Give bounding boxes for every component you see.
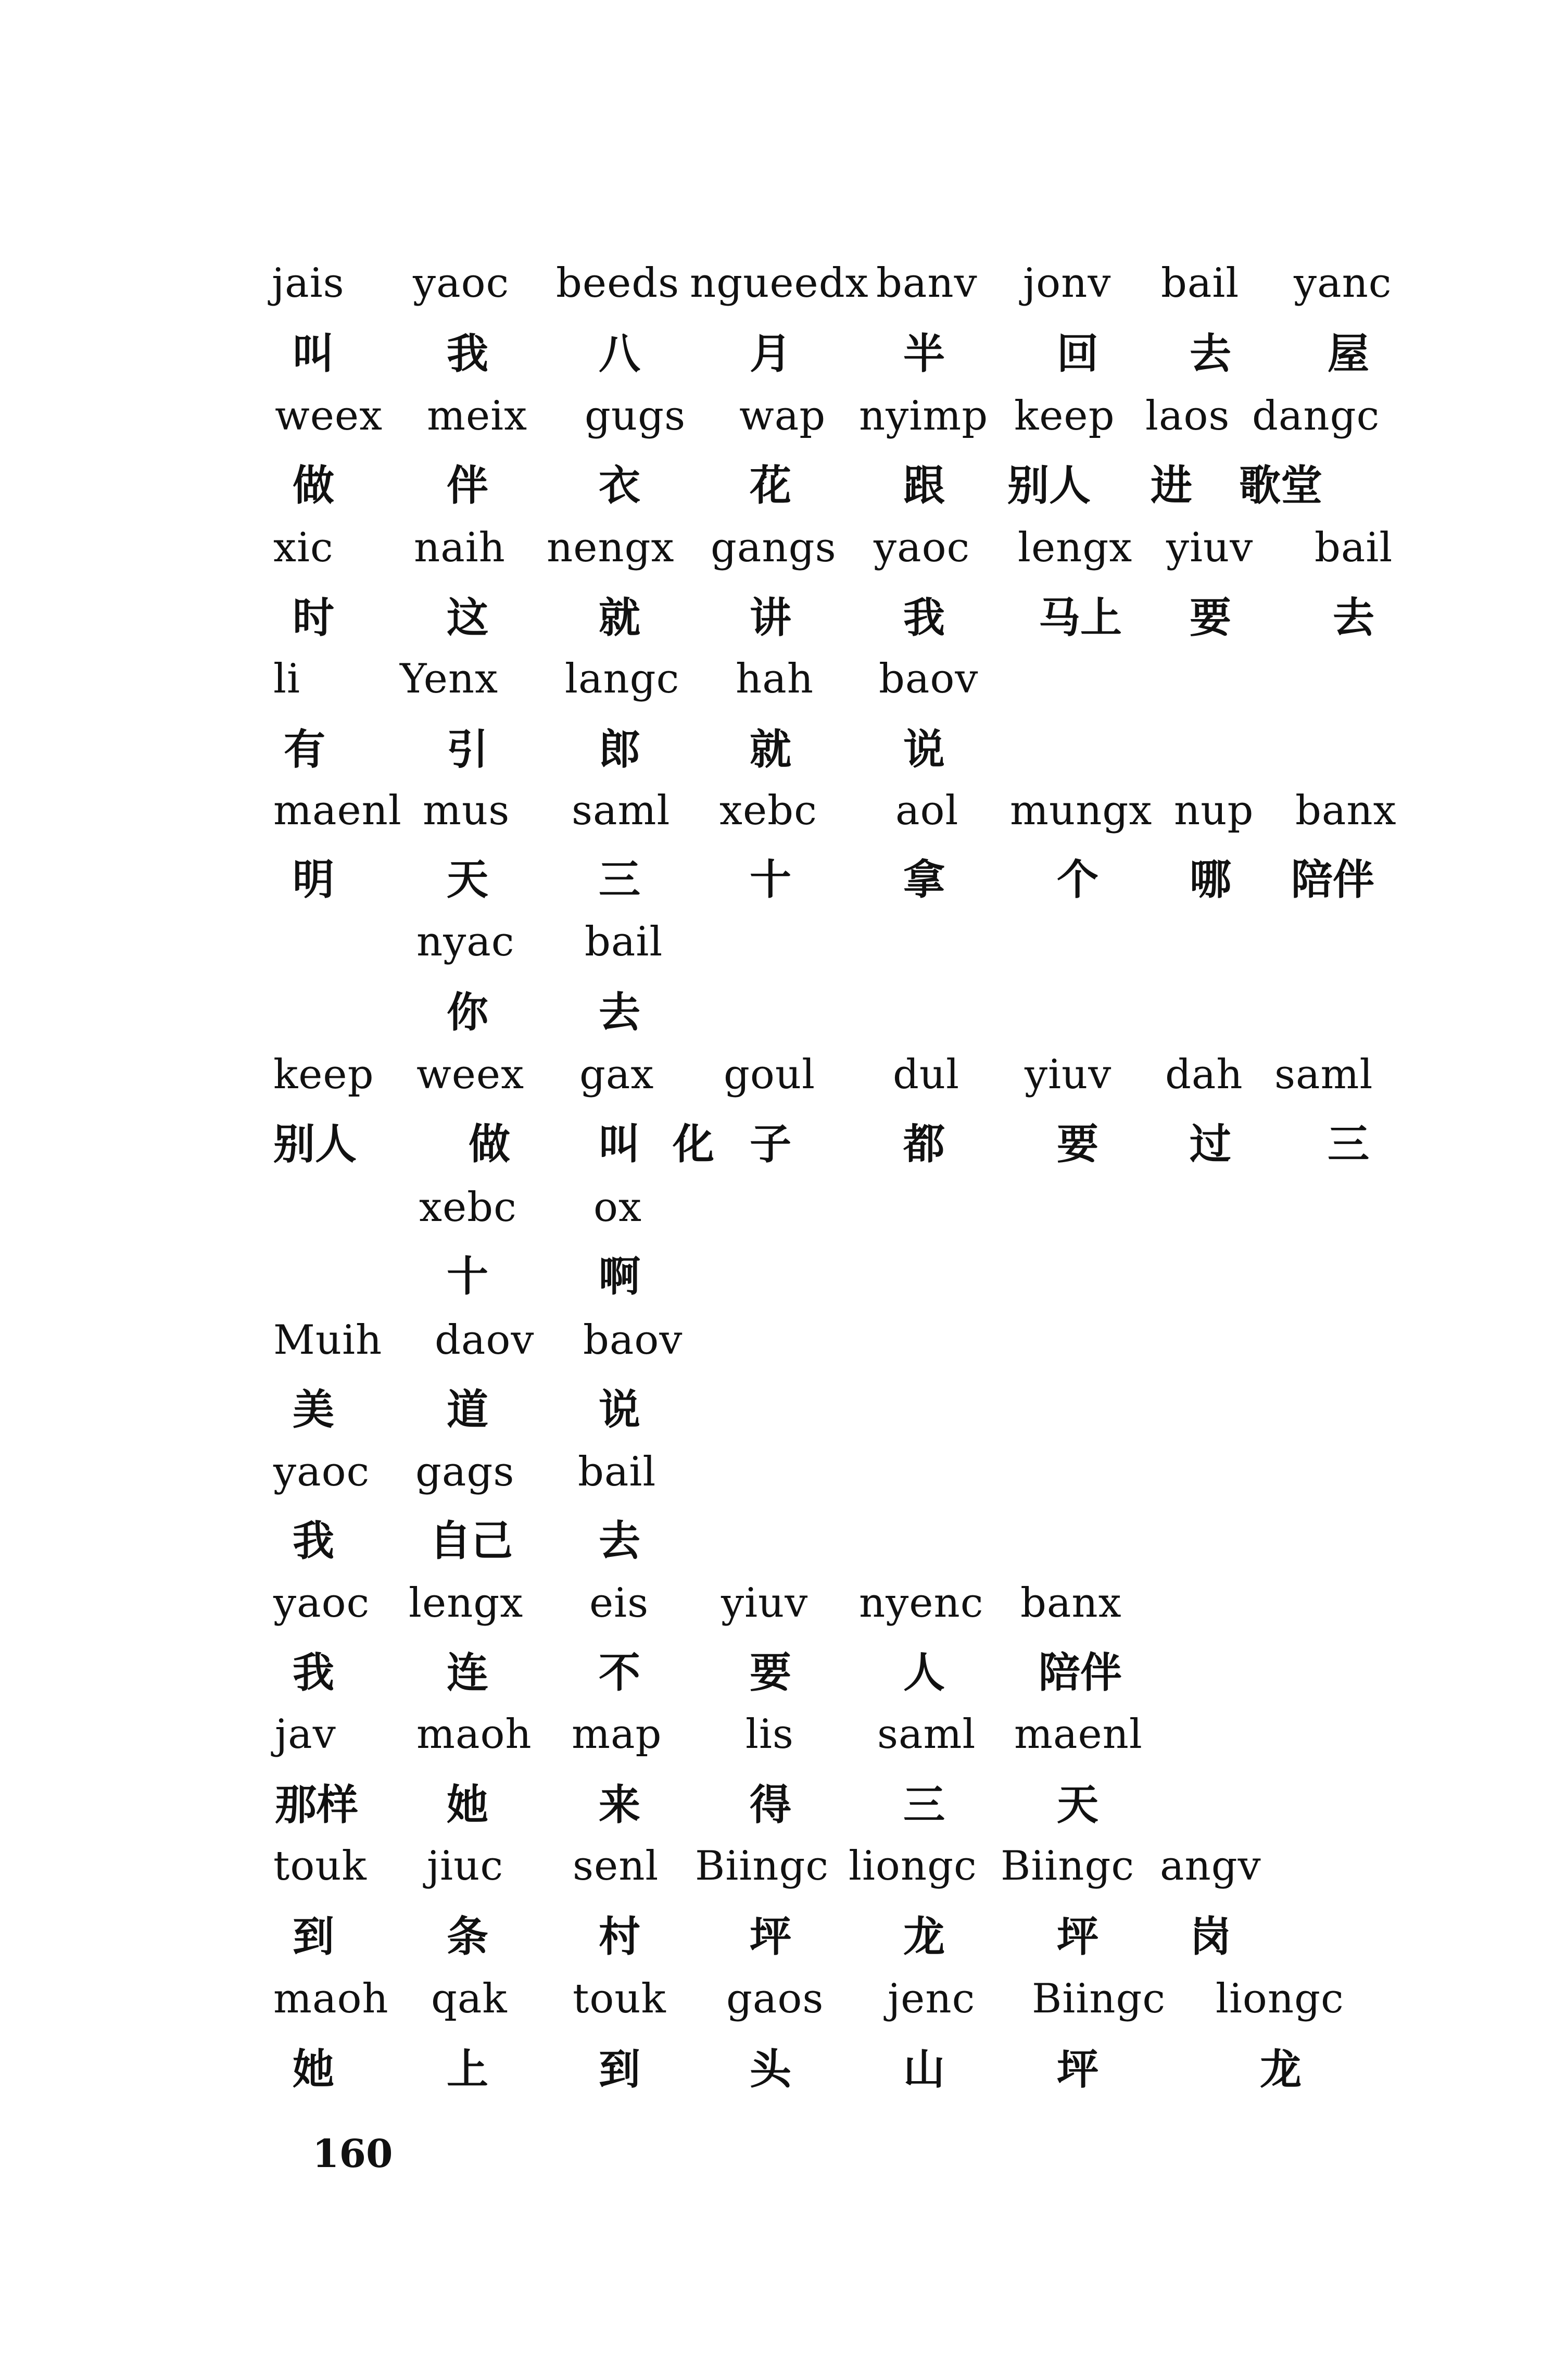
word: 马上: [1039, 594, 1122, 642]
word: 你: [447, 988, 488, 1037]
word: 我: [447, 330, 488, 378]
word: 去: [1190, 330, 1231, 378]
word: touk: [273, 1843, 367, 1890]
word: langc: [565, 656, 680, 702]
word: daov: [435, 1317, 535, 1364]
word: 叫: [293, 330, 334, 378]
word: keep: [273, 1051, 374, 1098]
word: 啊: [599, 1252, 640, 1301]
word: maenl: [273, 787, 402, 834]
word: 个: [1057, 855, 1098, 904]
word: mus: [423, 787, 510, 834]
word: 歌堂: [1239, 461, 1322, 510]
word: 条: [447, 1912, 488, 1961]
word: yanc: [1294, 260, 1392, 307]
word: touk: [573, 1975, 666, 2022]
text-line-chinese: [0, 855, 1541, 916]
word: goul: [724, 1051, 816, 1098]
word: lengx: [1018, 524, 1133, 571]
word: 讲: [750, 594, 791, 642]
word: 陪伴: [1039, 1648, 1122, 1697]
word: Yenx: [400, 656, 499, 702]
word: 来: [599, 1781, 640, 1829]
word: saml: [1274, 1051, 1373, 1098]
word: qak: [431, 1975, 508, 2022]
word: bail: [1161, 260, 1240, 307]
word: dul: [893, 1051, 960, 1098]
word: gags: [415, 1449, 515, 1495]
word: map: [572, 1711, 662, 1758]
word: 坪: [1057, 1912, 1098, 1961]
word: senl: [573, 1843, 659, 1890]
word: 村: [599, 1912, 640, 1961]
text-line-romanized: [0, 393, 1541, 453]
word: 子: [750, 1120, 791, 1168]
word: 她: [293, 2045, 334, 2094]
text-line-chinese: [0, 1912, 1541, 1973]
text-line-chinese: [0, 330, 1541, 391]
text-line-romanized: [0, 1449, 1541, 1509]
word: 头: [750, 2045, 791, 2094]
word: 她: [447, 1781, 488, 1829]
word: 坪: [1057, 2045, 1098, 2094]
word: jav: [275, 1711, 336, 1758]
word: xebc: [419, 1184, 517, 1231]
word: bail: [1315, 524, 1393, 571]
text-line-chinese: [0, 461, 1541, 522]
text-line-romanized: [0, 1975, 1541, 2036]
text-line-chinese: [0, 1120, 1541, 1181]
word: 到: [293, 1912, 334, 1961]
word: weex: [416, 1051, 525, 1098]
word: 别人: [1007, 461, 1091, 510]
word: 伴: [447, 461, 488, 510]
word: 花: [750, 461, 791, 510]
word: 山: [903, 2045, 945, 2094]
word: laos: [1145, 393, 1230, 439]
word: 连: [447, 1648, 488, 1697]
word: 龙: [1260, 2045, 1302, 2094]
word: nup: [1174, 787, 1254, 834]
word: jais: [272, 260, 345, 307]
word: eis: [589, 1580, 649, 1627]
word: gaos: [726, 1975, 824, 2022]
word: meix: [427, 393, 528, 439]
word: 美: [293, 1386, 334, 1434]
word: hah: [736, 656, 814, 702]
word: yaoc: [874, 524, 970, 571]
text-line-chinese: [0, 1648, 1541, 1709]
word: liongc: [1216, 1975, 1344, 2022]
word: yaoc: [413, 260, 510, 307]
word: yaoc: [273, 1449, 370, 1495]
word: bail: [585, 918, 663, 965]
word: 就: [599, 594, 640, 642]
word: dangc: [1252, 393, 1380, 439]
text-line-romanized: [0, 1843, 1541, 1903]
word: 都: [903, 1120, 945, 1168]
word: 我: [293, 1648, 334, 1697]
word: 上: [447, 2045, 488, 2094]
word: 那样: [275, 1781, 358, 1829]
word: beeds: [556, 260, 680, 307]
word: 月: [750, 330, 791, 378]
word: maoh: [273, 1975, 389, 2022]
word: 屋: [1328, 330, 1369, 378]
word: jenc: [888, 1975, 976, 2022]
word: aol: [895, 787, 959, 834]
word: Biingc: [695, 1843, 829, 1890]
word: 拿: [903, 855, 945, 904]
word: 做: [469, 1120, 510, 1168]
word: weex: [275, 393, 383, 439]
word: 三: [1328, 1120, 1369, 1168]
word: 去: [1333, 594, 1374, 642]
word: yiuv: [1025, 1051, 1112, 1098]
word: 别人: [273, 1120, 357, 1168]
word: 八: [599, 330, 640, 378]
word: 明: [293, 855, 334, 904]
word: banx: [1295, 787, 1397, 834]
word: 坪: [750, 1912, 791, 1961]
page-number: 160: [312, 2132, 393, 2176]
word: 得: [750, 1781, 791, 1829]
word: Biingc: [1032, 1975, 1166, 2022]
word: gugs: [585, 393, 686, 439]
word: nyac: [416, 918, 515, 965]
word: baov: [583, 1317, 683, 1364]
word: 去: [599, 988, 640, 1037]
word: 要: [1057, 1120, 1098, 1168]
word: 回: [1057, 330, 1098, 378]
word: 化: [673, 1120, 714, 1168]
word: saml: [877, 1711, 976, 1758]
word: liongc: [849, 1843, 977, 1890]
word: 说: [599, 1386, 640, 1434]
word: 不: [599, 1648, 640, 1697]
word: 陪伴: [1291, 855, 1374, 904]
word: 跟: [903, 461, 945, 510]
text-line-chinese: [0, 1517, 1541, 1578]
word: banv: [876, 260, 978, 307]
word: ox: [593, 1184, 642, 1231]
word: yaoc: [273, 1580, 370, 1627]
text-line-romanized: [0, 1317, 1541, 1377]
word: ngueedx: [690, 260, 869, 307]
word: 郎: [599, 725, 640, 774]
word: 叫: [599, 1120, 640, 1168]
word: 天: [1057, 1781, 1098, 1829]
text-line-chinese: [0, 594, 1541, 654]
word: 做: [293, 461, 334, 510]
text-line-romanized: [0, 1184, 1541, 1244]
word: mungx: [1010, 787, 1153, 834]
text-line-chinese: [0, 1252, 1541, 1313]
word: saml: [572, 787, 671, 834]
word: 去: [599, 1517, 640, 1565]
word: wap: [739, 393, 826, 439]
word: jonv: [1023, 260, 1111, 307]
word: 衣: [599, 461, 640, 510]
word: 说: [903, 725, 945, 774]
word: maoh: [416, 1711, 532, 1758]
word: 要: [1190, 594, 1231, 642]
text-line-romanized: [0, 1711, 1541, 1771]
word: 半: [903, 330, 945, 378]
word: 岗: [1190, 1912, 1231, 1961]
word: Muih: [273, 1317, 383, 1364]
word: yiuv: [1166, 524, 1254, 571]
word: yiuv: [721, 1580, 809, 1627]
text-line-chinese: [0, 1781, 1541, 1842]
word: keep: [1014, 393, 1115, 439]
word: nyenc: [859, 1580, 984, 1627]
word: gax: [579, 1051, 654, 1098]
word: bail: [578, 1449, 656, 1495]
text-line-romanized: [0, 260, 1541, 320]
word: nyimp: [859, 393, 989, 439]
word: 有: [284, 725, 325, 774]
word: 到: [599, 2045, 640, 2094]
word: gangs: [711, 524, 837, 571]
text-line-chinese: [0, 725, 1541, 786]
word: nengx: [547, 524, 675, 571]
text-line-chinese: [0, 2045, 1541, 2106]
text-line-romanized: [0, 918, 1541, 979]
word: 十: [750, 855, 791, 904]
word: maenl: [1014, 1711, 1143, 1758]
word: 十: [447, 1252, 488, 1301]
word: Biingc: [1001, 1843, 1135, 1890]
word: 道: [447, 1386, 488, 1434]
word: 三: [599, 855, 640, 904]
word: 引: [447, 725, 488, 774]
word: 龙: [903, 1912, 945, 1961]
text-line-romanized: [0, 1051, 1541, 1112]
word: 过: [1190, 1120, 1231, 1168]
word: 就: [750, 725, 791, 774]
text-line-chinese: [0, 1386, 1541, 1446]
text-line-romanized: [0, 1580, 1541, 1640]
text-line-romanized: [0, 787, 1541, 848]
text-line-romanized: [0, 524, 1541, 585]
word: 时: [293, 594, 334, 642]
word: 我: [903, 594, 945, 642]
word: baov: [879, 656, 979, 702]
word: 天: [447, 855, 488, 904]
word: 自己: [430, 1517, 513, 1565]
word: dah: [1165, 1051, 1243, 1098]
word: angv: [1160, 1843, 1261, 1890]
word: xic: [273, 524, 334, 571]
word: 这: [447, 594, 488, 642]
word: xebc: [719, 787, 817, 834]
word: lengx: [409, 1580, 524, 1627]
word: 人: [903, 1648, 945, 1697]
word: lis: [746, 1711, 794, 1758]
word: 哪: [1190, 855, 1231, 904]
text-line-chinese: [0, 988, 1541, 1049]
word: 要: [750, 1648, 791, 1697]
word: li: [273, 656, 300, 702]
word: naih: [414, 524, 506, 571]
word: jiuc: [427, 1843, 504, 1890]
word: 三: [903, 1781, 945, 1829]
word: 进: [1151, 461, 1192, 510]
text-line-romanized: [0, 656, 1541, 716]
word: 我: [293, 1517, 334, 1565]
word: banx: [1020, 1580, 1122, 1627]
